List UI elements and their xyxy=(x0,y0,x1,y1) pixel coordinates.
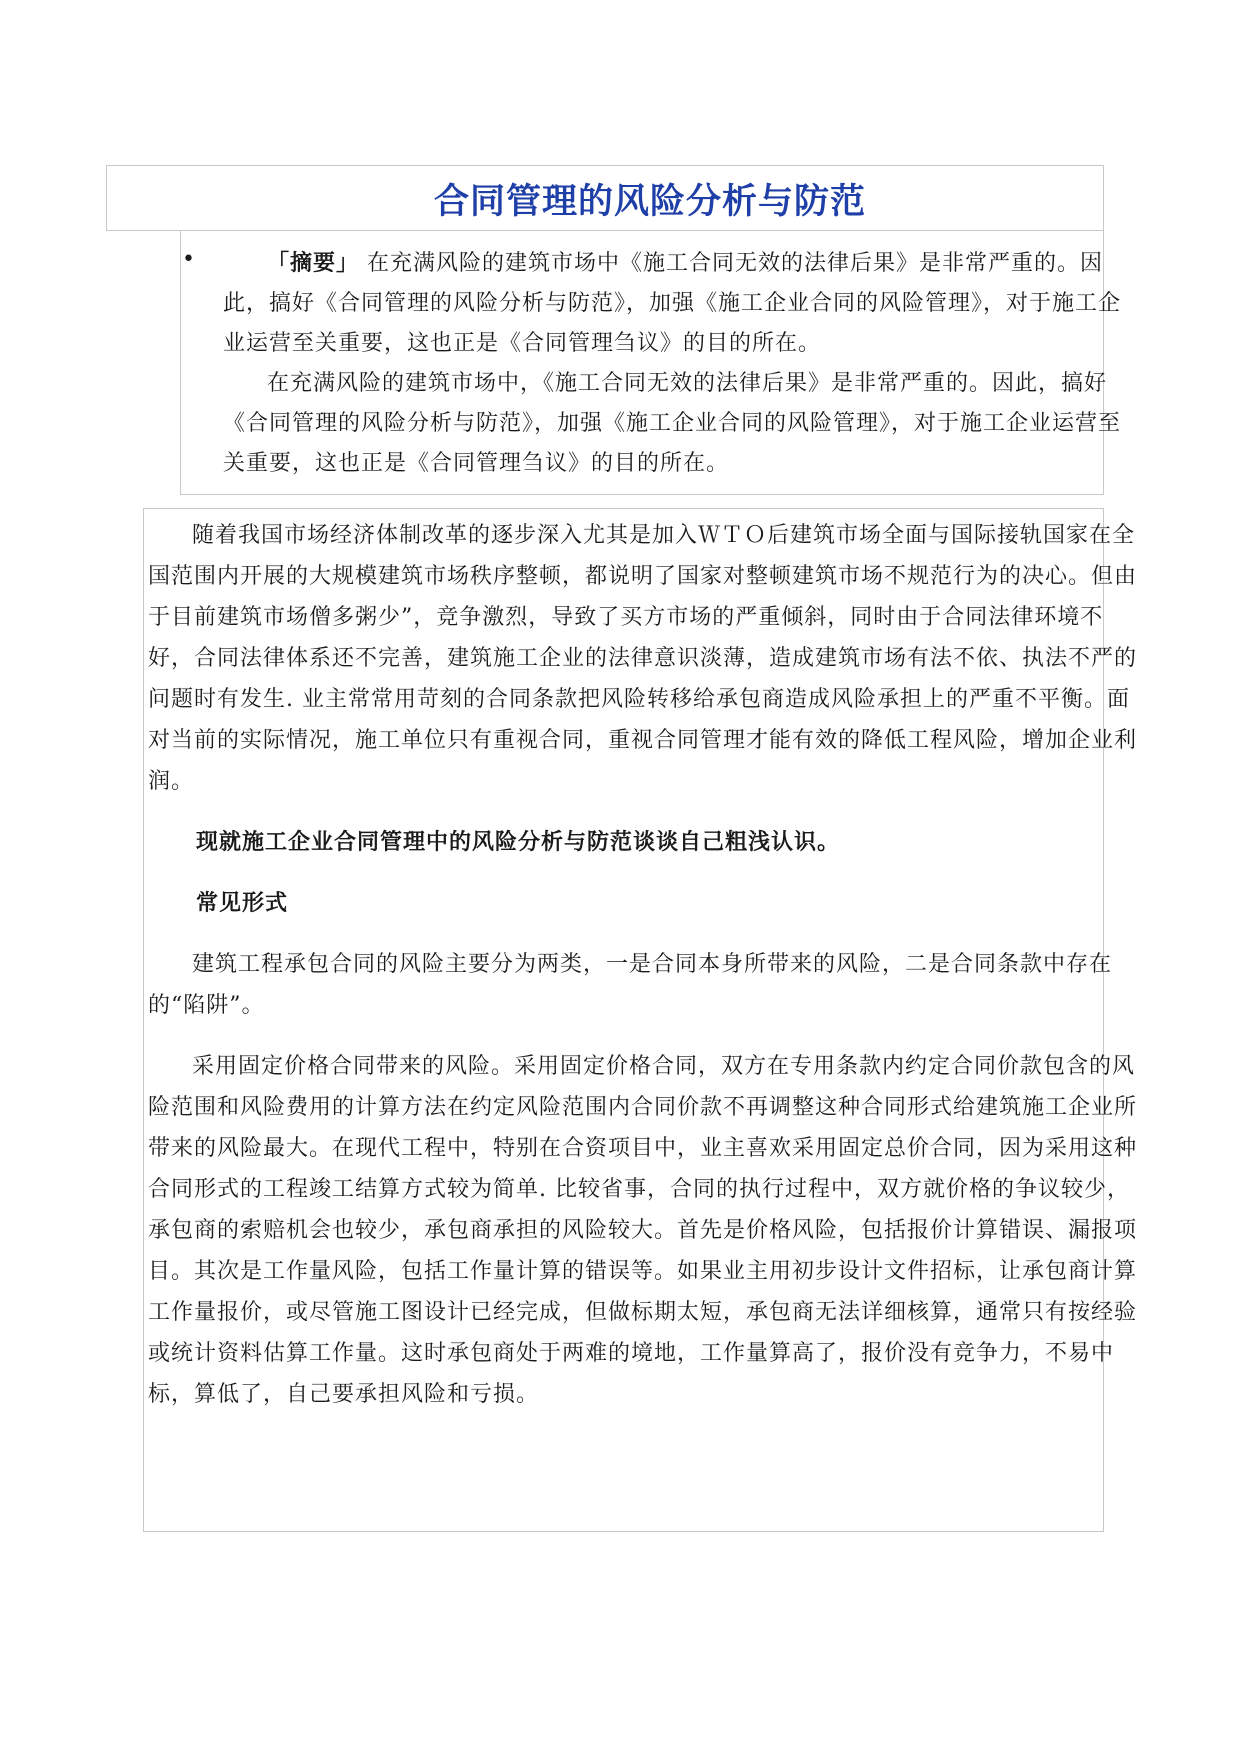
paragraph-fixed-price-risk: 采用固定价格合同带来的风险。采用固定价格合同，双方在专用条款内约定合同价款包含的风险范围和风险费用的计算方法在约定风险范围内合同价款不再调整这种合同形式给建筑施工企业所带来的风险最大。在现代工程中，特别在合资项目中，业主喜欢采用固定总价合同，因为采用这种合同形式的工程竣工结算方式较为简单. 比较省事，合同的执行过程中，双方就价格的争议较少，承包商的索赔机会也较少，承包商承担的风险较大。首先是价格风险，包括报价计算错误、漏报项目。其次是工作量风险，包括工作量计算的错误等。如果业主用初步设计文件招标，让承包商计算工作量报价，或尽管施工图设计已经完成，但做标期太短，承包商无法详细核算，通常只有按经验或统计资料估算工作量。这时承包商处于两难的境地，工作量算高了，报价没有竞争力，不易中标，算低了，自己要承担风险和亏损。 xyxy=(148,1054,1138,1407)
abstract-label: 「摘要」 xyxy=(267,251,360,276)
abstract-text-1: 在充满风险的建筑市场中《施工合同无效的法律后果》是非常严重的。因此，搞好《合同管理的风险分析与防范》，加强《施工企业合同的风险管理》，对于施工企业运营至关重要，这也正是《合同管理刍议》的目的所在。 xyxy=(223,251,1122,356)
bullet-icon: • xyxy=(182,247,195,272)
document-title: 合同管理的风险分析与防范 xyxy=(433,182,866,222)
abstract-paragraph-1 xyxy=(223,244,1143,364)
abstract-paragraph-2: 在充满风险的建筑市场中，《施工合同无效的法律后果》是非常严重的。因此，搞好《合同管理的风险分析与防范》，加强《施工企业合同的风险管理》，对于施工企业运营至关重要，这也正是《合同管理刍议》的目的所在。 xyxy=(223,371,1122,476)
abstract xyxy=(223,244,1143,484)
body xyxy=(148,515,1144,1415)
intro-paragraph: 随着我国市场经济体制改革的逐步深入尤其是加入ＷＴＯ后建筑市场全面与国际接轨国家在全国范围内开展的大规模建筑市场秩序整顿，都说明了国家对整顿建筑市场不规范行为的决心。但由于目前建筑市场僧多粥少”，竞争激烈，导致了买方市场的严重倾斜，同时由于合同法律环境不好，合同法律体系还不完善，建筑施工企业的法律意识淡薄，造成建筑市场有法不依、执法不严的问题时有发生. 业主常常用苛刻的合同条款把风险转移给承包商造成风险承担上的严重不平衡。面对当前的实际情况，施工单位只有重视合同，重视合同管理才能有效的降低工程风险，增加企业利润。 xyxy=(148,523,1138,794)
paragraph-risk-types: 建筑工程承包合同的风险主要分为两类，一是合同本身所带来的风险，二是合同条款中存在的“陷阱”。 xyxy=(148,952,1113,1018)
title-box xyxy=(106,165,1104,231)
lead-in-sentence: 现就施工企业合同管理中的风险分析与防范谈谈自己粗浅认识。 xyxy=(196,830,841,855)
section-heading: 常见形式 xyxy=(196,891,289,916)
